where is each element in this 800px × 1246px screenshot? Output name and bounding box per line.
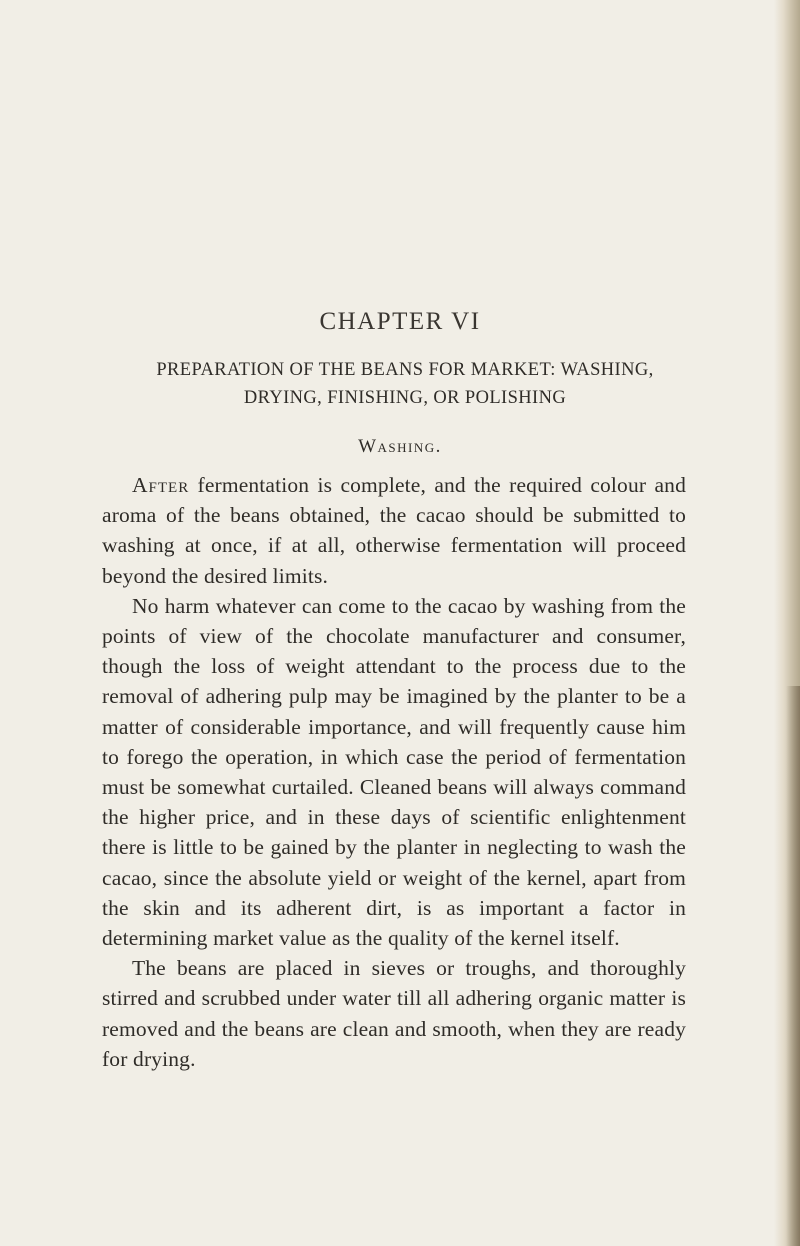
paragraph-lead-word: After	[132, 473, 190, 497]
paragraph-3: The beans are placed in sieves or troughs, and thoroughly stirred and scrubbed under water till all adhering organic matter is removed and the beans are clean and smooth, when they are ready for drying.	[102, 956, 686, 1071]
body-text	[102, 470, 686, 1074]
chapter-title: CHAPTER VI	[319, 308, 481, 335]
paragraph-1	[102, 470, 686, 591]
subheading-washing: Washing.	[358, 436, 442, 457]
spine-shadow	[786, 686, 800, 1246]
paragraph-1-text: fermentation is complete, and the required colour and aroma of the beans obtained, the cacao should be submitted to washing at once, if at all, otherwise fermentation will proceed beyond the desired limits.	[102, 473, 686, 588]
page-edge-shadow	[774, 0, 800, 1246]
section-heading: PREPARATION OF THE BEANS FOR MARKET: WASHING, DRYING, FINISHING, OR POLISHING	[156, 360, 654, 408]
paragraph-2: No harm whatever can come to the cacao by washing from the points of view of the chocolate manufacturer and consumer, though the loss of weight attendant to the process due to the removal of adhering pulp may be imagined by the planter to be a matter of considerable importance, and will frequently cause him to forego the operation, in which case the period of fermentation must be somewhat curtailed. Cleaned beans will always command the higher price, and in these days of scientific enlightenment there is little to be gained by the planter in neglecting to wash the cacao, since the absolute yield or weight of the kernel, apart from the skin and its adherent dirt, is as important a factor in determining market value as the quality of the kernel itself.	[102, 593, 686, 951]
